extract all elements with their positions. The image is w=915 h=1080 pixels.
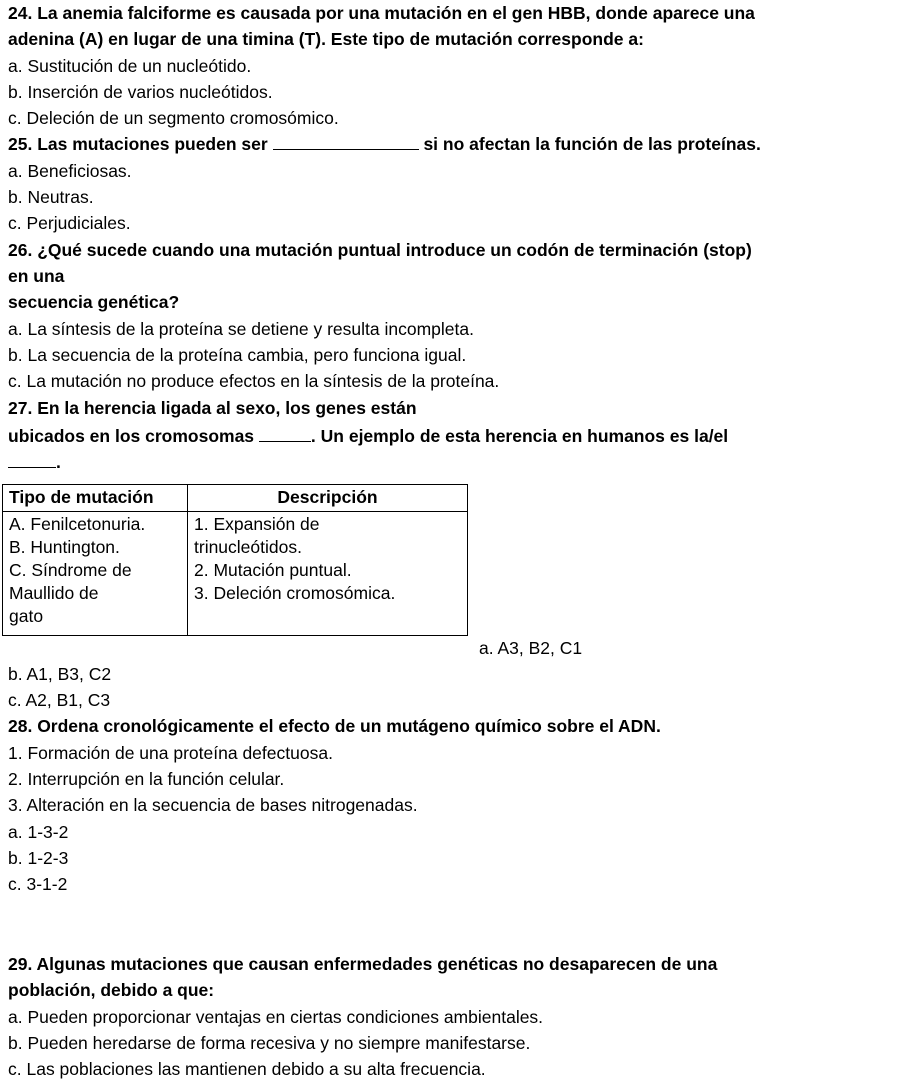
table-disorder-line: C. Síndrome de bbox=[9, 560, 132, 580]
question-28-option-a: a. 1-3-2 bbox=[8, 822, 69, 842]
question-24-stem-line-2: adenina (A) en lugar de una timina (T). Este tipo de mutación corresponde a: bbox=[8, 29, 644, 49]
question-25-option-a: a. Beneficiosas. bbox=[8, 161, 132, 181]
matching-table bbox=[2, 484, 468, 636]
table-description-line: trinucleótidos. bbox=[194, 537, 302, 557]
table-option-a: a. A3, B2, C1 bbox=[479, 638, 583, 658]
question-26-option-b: b. La secuencia de la proteína cambia, pero funciona igual. bbox=[8, 345, 467, 365]
question-29-option-a: a. Pueden proporcionar ventajas en ciertas condiciones ambientales. bbox=[8, 1007, 544, 1027]
question-25-stem-after: si no afectan la función de las proteínas. bbox=[423, 134, 761, 154]
answer-blank bbox=[8, 452, 56, 468]
question-26-option-c: c. La mutación no produce efectos en la síntesis de la proteína. bbox=[8, 371, 500, 391]
table-disorder-line: gato bbox=[9, 606, 44, 626]
question-26-stem-line-1: 26. ¿Qué sucede cuando una mutación puntual introduce un codón de terminación (stop) bbox=[8, 240, 752, 260]
question-28-stem: 28. Ordena cronológicamente el efecto de un mutágeno químico sobre el ADN. bbox=[8, 716, 661, 736]
question-25-option-b: b. Neutras. bbox=[8, 187, 94, 207]
answer-blank bbox=[259, 426, 311, 442]
table-disorder-line: B. Huntington. bbox=[9, 537, 120, 557]
table-cell-disorders bbox=[3, 512, 188, 636]
question-27-stem-line-3 bbox=[8, 451, 61, 473]
question-28-option-b: b. 1-2-3 bbox=[8, 848, 69, 868]
question-28-step-1: 1. Formación de una proteína defectuosa. bbox=[8, 743, 333, 763]
table-option-b: b. A1, B3, C2 bbox=[8, 664, 112, 684]
question-25-stem-before: 25. Las mutaciones pueden ser bbox=[8, 134, 268, 154]
question-29-stem-line-2: población, debido a que: bbox=[8, 980, 215, 1000]
question-26-option-a: a. La síntesis de la proteína se detiene y resulta incompleta. bbox=[8, 319, 474, 339]
question-25-stem bbox=[8, 133, 761, 155]
question-27-line2-after: . Un ejemplo de esta herencia en humanos es la/el bbox=[310, 426, 729, 446]
question-28-step-2: 2. Interrupción en la función celular. bbox=[8, 769, 285, 789]
question-26-stem-line-2: en una bbox=[8, 266, 65, 286]
question-27-stem-line-2 bbox=[8, 425, 728, 447]
question-26-stem-line-3: secuencia genética? bbox=[8, 292, 180, 312]
table-disorder-line: Maullido de bbox=[9, 583, 99, 603]
question-28-option-c: c. 3-1-2 bbox=[8, 874, 68, 894]
table-description-line: 3. Deleción cromosómica. bbox=[194, 583, 396, 603]
question-29-option-c: c. Las poblaciones las mantienen debido a su alta frecuencia. bbox=[8, 1059, 486, 1079]
table-disorder-line: A. Fenilcetonuria. bbox=[9, 514, 146, 534]
question-27-line2-before: ubicados en los cromosomas bbox=[8, 426, 255, 446]
question-24-stem-line-1: 24. La anemia falciforme es causada por una mutación en el gen HBB, donde aparece una bbox=[8, 3, 755, 23]
question-27-stem-line-1: 27. En la herencia ligada al sexo, los genes están bbox=[8, 398, 417, 418]
answer-blank bbox=[273, 134, 419, 150]
table-header-mutation-type: Tipo de mutación bbox=[3, 485, 188, 512]
table-cell-descriptions bbox=[188, 512, 468, 636]
question-28-step-3: 3. Alteración en la secuencia de bases nitrogenadas. bbox=[8, 795, 418, 815]
table-description-line: 2. Mutación puntual. bbox=[194, 560, 352, 580]
question-24-option-b: b. Inserción de varios nucleótidos. bbox=[8, 82, 273, 102]
table-description-line: 1. Expansión de bbox=[194, 514, 320, 534]
table-option-c: c. A2, B1, C3 bbox=[8, 690, 111, 710]
question-29-stem-line-1: 29. Algunas mutaciones que causan enfermedades genéticas no desaparecen de una bbox=[8, 954, 718, 974]
question-29-option-b: b. Pueden heredarse de forma recesiva y no siempre manifestarse. bbox=[8, 1033, 531, 1053]
question-25-option-c: c. Perjudiciales. bbox=[8, 213, 131, 233]
table-header-description: Descripción bbox=[188, 485, 468, 512]
question-27-line3-end: . bbox=[56, 452, 61, 472]
question-24-option-c: c. Deleción de un segmento cromosómico. bbox=[8, 108, 339, 128]
question-24-option-a: a. Sustitución de un nucleótido. bbox=[8, 56, 252, 76]
